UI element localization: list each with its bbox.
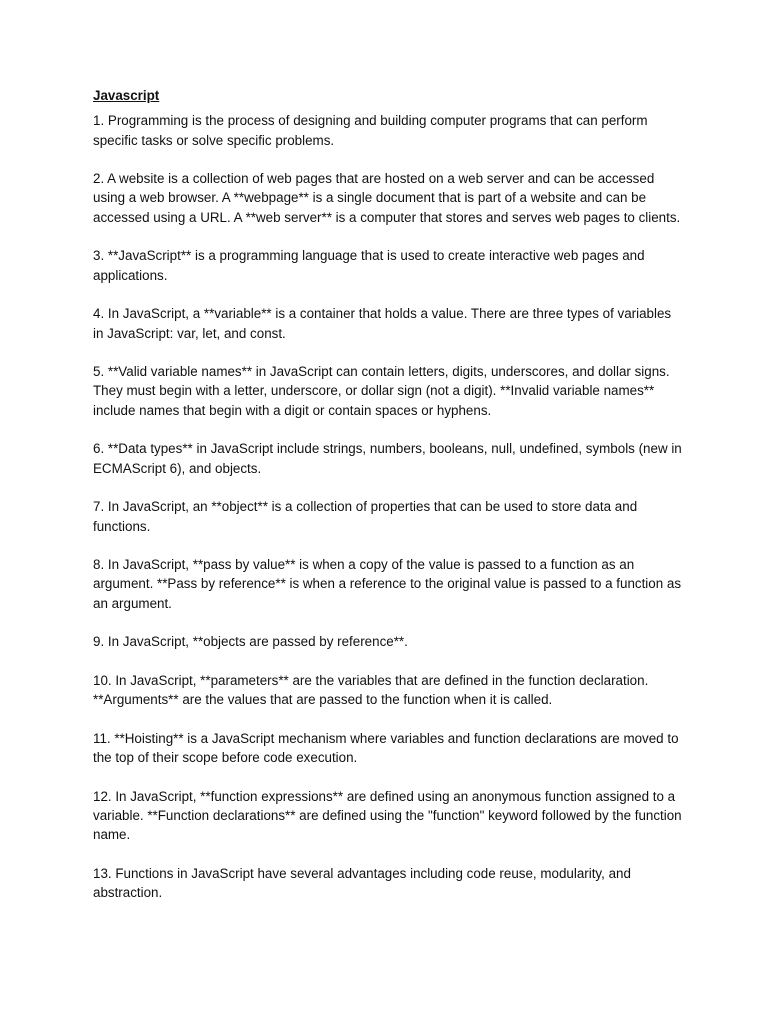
paragraph-9: 9. In JavaScript, **objects are passed by reference**.	[93, 634, 408, 650]
paragraph-2: 2. A website is a collection of web pages that are hosted on a web server and can be accessed using a web browser. A **webpage** is a single document that is part of a website and can be accessed using a URL. A **web server** is a computer that stores and serves web pages to clients.	[93, 171, 681, 225]
paragraph-13: 13. Functions in JavaScript have several advantages including code reuse, modularity, and abstraction.	[93, 865, 631, 901]
document-title: Javascript	[93, 88, 160, 103]
paragraph-11: 11. **Hoisting** is a JavaScript mechanism where variables and function declarations are moved to the top of their scope before code execution.	[93, 730, 679, 766]
paragraph-8: 8. In JavaScript, **pass by value** is when a copy of the value is passed to a function as an argument. **Pass by reference** is when a reference to the original value is passed to a function as an argument.	[93, 557, 682, 611]
paragraph-7: 7. In JavaScript, an **object** is a collection of properties that can be used to store data and functions.	[93, 499, 638, 534]
document-body	[93, 86, 683, 922]
paragraph-4: 4. In JavaScript, a **variable** is a container that holds a value. There are three types of variables in JavaScript: var, let, and const.	[93, 306, 672, 341]
paragraph-10: 10. In JavaScript, **parameters** are the variables that are defined in the function declaration. **Arguments** are the values that are passed to the function when it is called.	[93, 672, 649, 708]
paragraph-3: 3. **JavaScript** is a programming language that is used to create interactive web pages and applications.	[93, 248, 645, 283]
paragraph-12: 12. In JavaScript, **function expressions** are defined using an anonymous function assigned to a variable. **Function declarations** are defined using the "function" keyword followed by the function name.	[93, 788, 682, 843]
paragraph-5: 5. **Valid variable names** in JavaScript can contain letters, digits, underscores, and dollar signs. They must begin with a letter, underscore, or dollar sign (not a digit). **Invalid variable names** include names that begin with a digit or contain spaces or hyphens.	[93, 364, 670, 418]
paragraph-6: 6. **Data types** in JavaScript include strings, numbers, booleans, null, undefined, symbols (new in ECMAScript 6), and objects.	[93, 441, 682, 476]
paragraph-1: 1. Programming is the process of designing and building computer programs that can perform specific tasks or solve specific problems.	[93, 113, 648, 148]
